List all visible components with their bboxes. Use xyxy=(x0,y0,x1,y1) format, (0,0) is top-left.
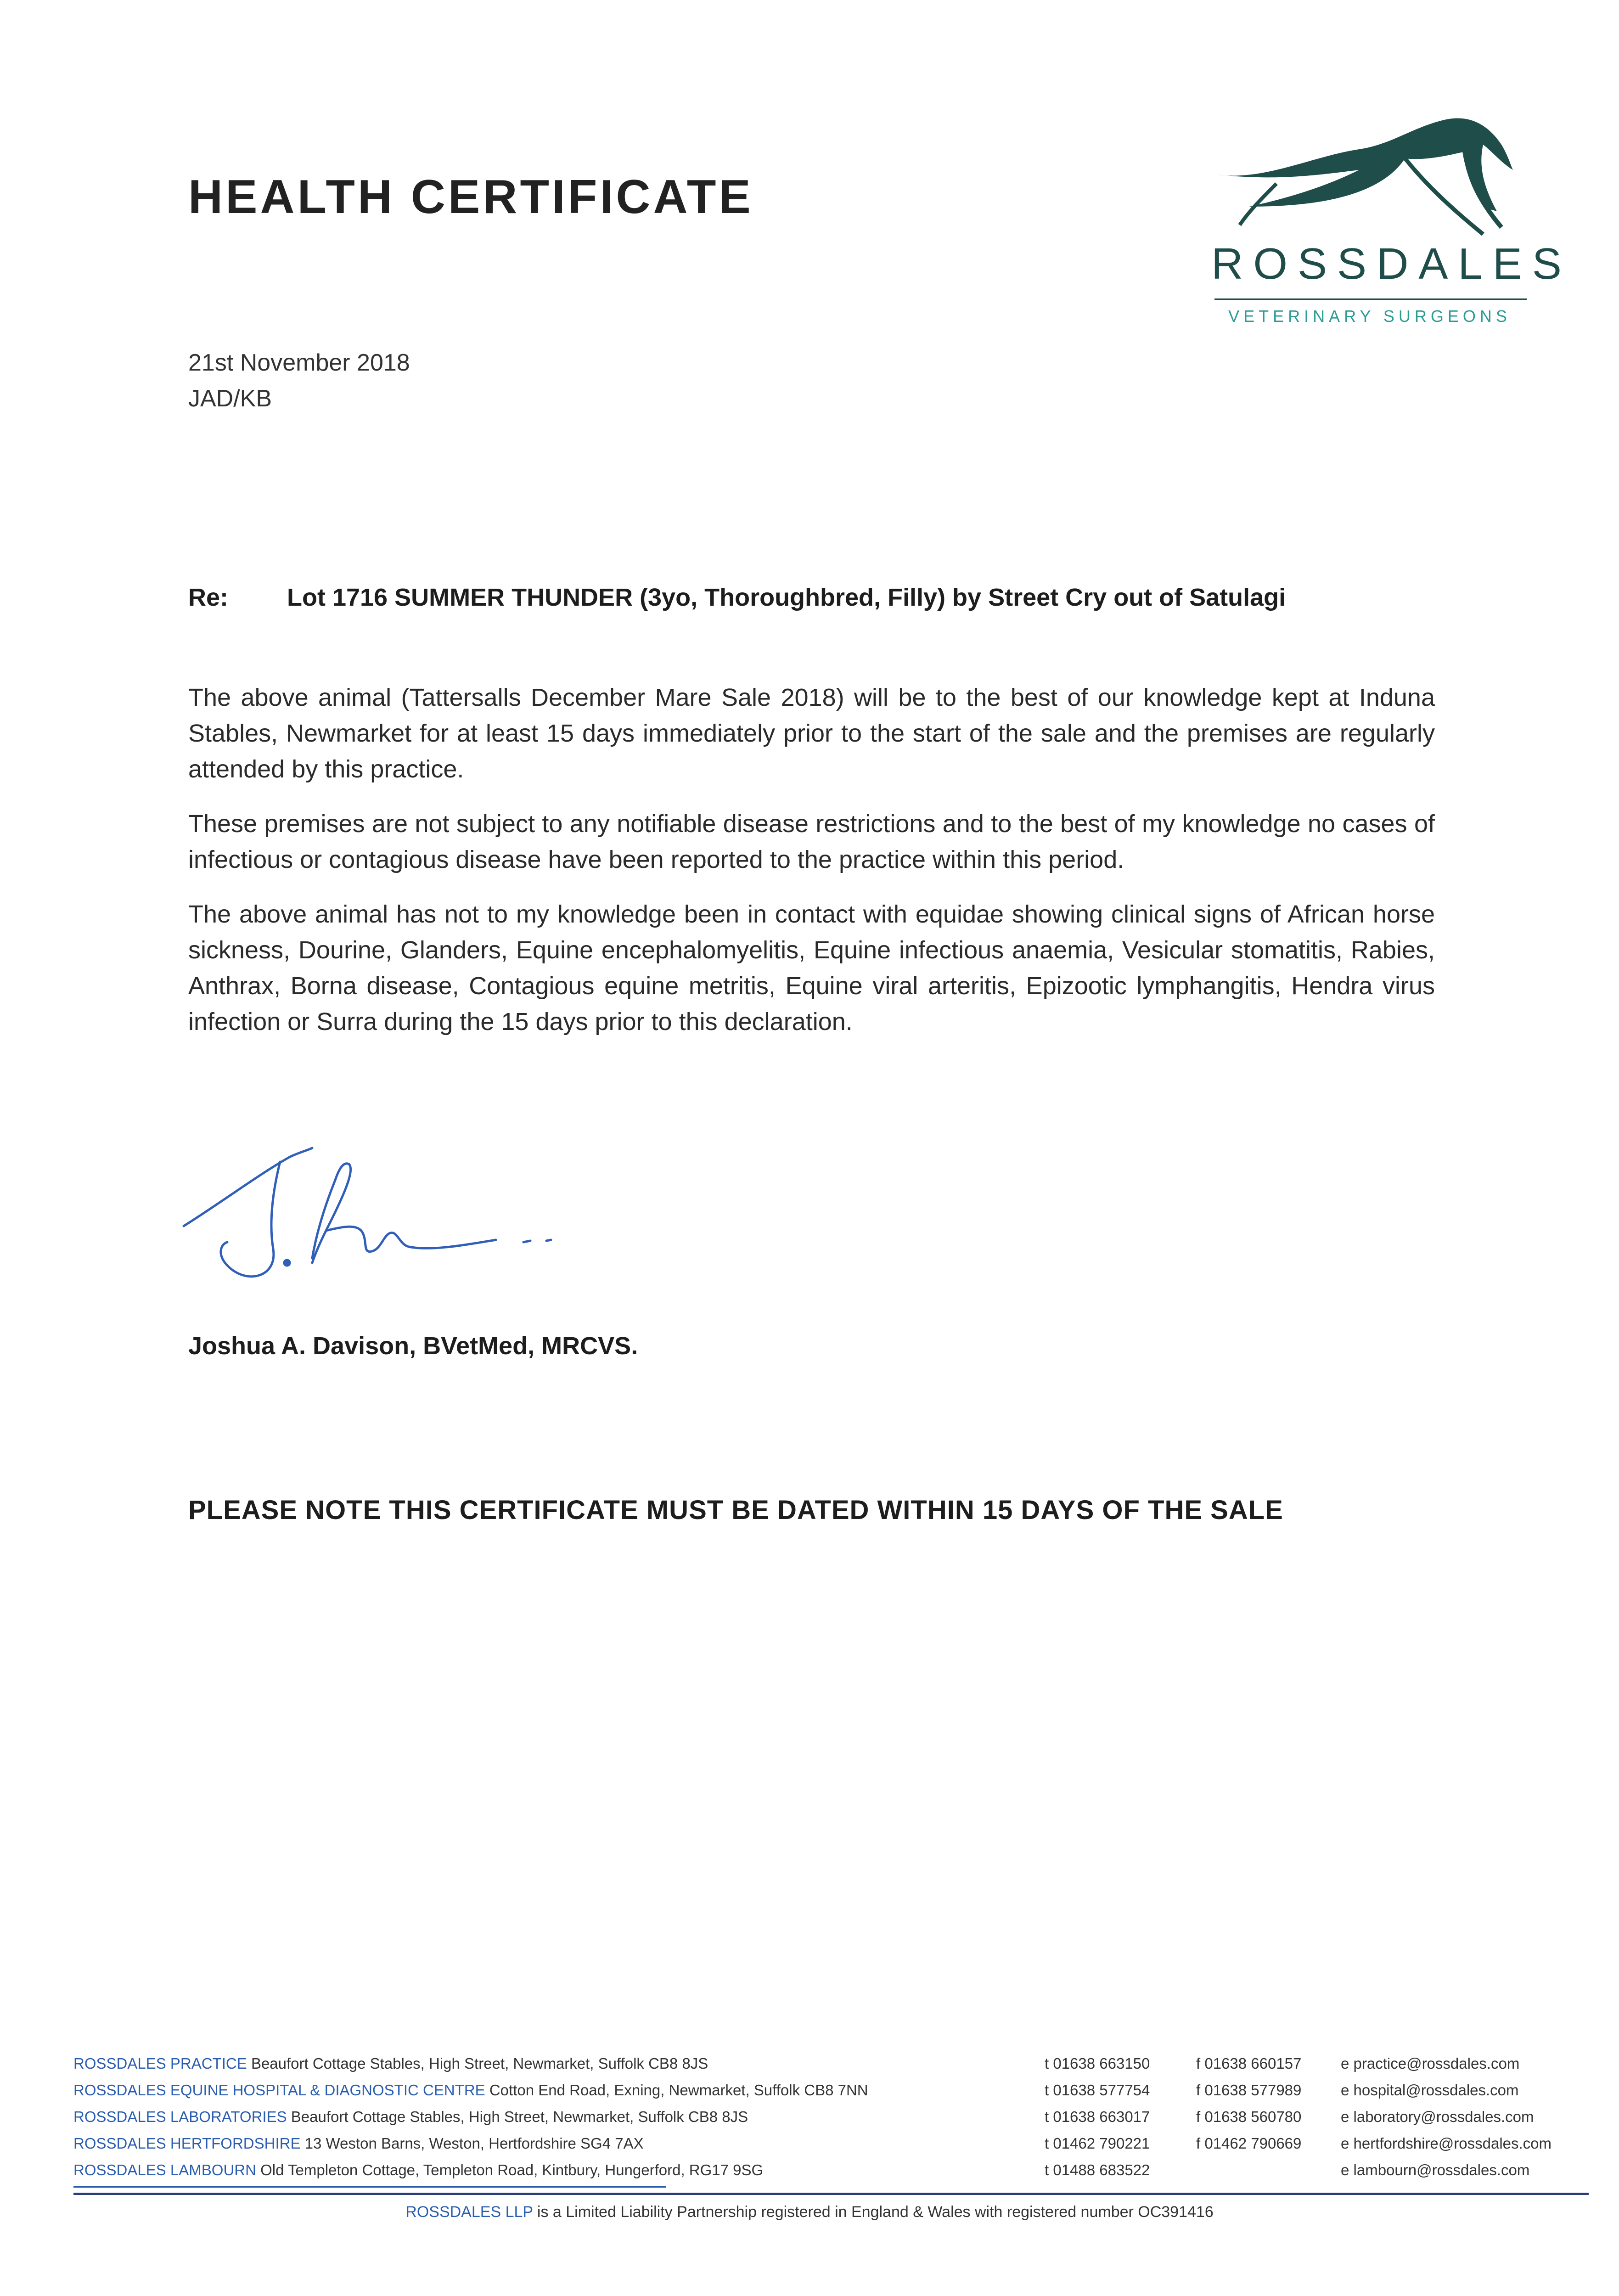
footer-divider xyxy=(73,2193,1589,2195)
footer-email: e hertfordshire@rossdales.com xyxy=(1341,2135,1552,2152)
paragraph-premises: The above animal (Tattersalls December Mare Sale 2018) will be to the best of our knowledge kept at Induna Stables, Newmarket for at least 15 days immediately prior to the start of the sale and the premises are regularly attended by this practice. xyxy=(188,684,1435,783)
footer-practice-name: ROSSDALES LAMBOURN xyxy=(73,2161,256,2178)
footer-telephone: t 01462 790221 xyxy=(1045,2135,1150,2152)
footer-contacts xyxy=(73,2055,1589,2188)
footer-row xyxy=(73,2055,1589,2082)
legal-notice xyxy=(0,2203,1619,2221)
legal-text: is a Limited Liability Partnership registered in England & Wales with registered number OC391416 xyxy=(537,2203,1214,2221)
rossdales-logo xyxy=(1208,101,1572,340)
horse-logo-icon xyxy=(1208,101,1529,239)
footer-row xyxy=(73,2161,1589,2188)
footer-address: Beaufort Cottage Stables, High Street, Newmarket, Suffolk CB8 8JS xyxy=(291,2108,748,2125)
letter-reference: JAD/KB xyxy=(188,385,272,412)
footer-email: e practice@rossdales.com xyxy=(1341,2055,1520,2072)
footer-row xyxy=(73,2135,1589,2161)
brand-divider xyxy=(1214,298,1527,300)
footer-address: Old Templeton Cottage, Templeton Road, Kintbury, Hungerford, RG17 9SG xyxy=(260,2161,764,2178)
certificate-note: PLEASE NOTE THIS CERTIFICATE MUST BE DATED WITHIN 15 DAYS OF THE SALE xyxy=(188,1495,1283,1525)
footer-underline xyxy=(73,2186,666,2188)
paragraph-restrictions: These premises are not subject to any notifiable disease restrictions and to the best of my knowledge no cases of infectious or contagious disease have been reported to the practice within this period. xyxy=(188,810,1435,873)
footer-fax: f 01638 560780 xyxy=(1196,2108,1302,2125)
brand-subtitle: VETERINARY SURGEONS xyxy=(1228,307,1511,326)
legal-company-name: ROSSDALES LLP xyxy=(405,2203,533,2221)
re-label: Re: xyxy=(188,584,229,611)
footer-address: 13 Weston Barns, Weston, Hertfordshire SG4 7AX xyxy=(304,2135,644,2152)
signatory-name: Joshua A. Davison, BVetMed, MRCVS. xyxy=(188,1332,638,1360)
footer-row xyxy=(73,2108,1589,2135)
footer-practice-name: ROSSDALES PRACTICE xyxy=(73,2055,247,2072)
certificate-title: HEALTH CERTIFICATE xyxy=(188,170,753,224)
footer-telephone: t 01488 683522 xyxy=(1045,2161,1150,2178)
footer-practice-name: ROSSDALES HERTFORDSHIRE xyxy=(73,2135,301,2152)
footer-practice-name: ROSSDALES LABORATORIES xyxy=(73,2108,287,2125)
footer-fax: f 01638 577989 xyxy=(1196,2082,1302,2099)
footer-email: e lambourn@rossdales.com xyxy=(1341,2161,1530,2178)
letter-date: 21st November 2018 xyxy=(188,349,410,376)
footer-address: Cotton End Road, Exning, Newmarket, Suffolk CB8 7NN xyxy=(489,2082,868,2099)
footer-address: Beaufort Cottage Stables, High Street, Newmarket, Suffolk CB8 8JS xyxy=(251,2055,708,2072)
footer-practice-name: ROSSDALES EQUINE HOSPITAL & DIAGNOSTIC CENTRE xyxy=(73,2082,485,2099)
footer-row xyxy=(73,2082,1589,2108)
footer-fax: f 01462 790669 xyxy=(1196,2135,1302,2152)
footer-telephone: t 01638 577754 xyxy=(1045,2082,1150,2099)
footer-telephone: t 01638 663017 xyxy=(1045,2108,1150,2125)
footer-email: e laboratory@rossdales.com xyxy=(1341,2108,1534,2125)
lot-subject: Lot 1716 SUMMER THUNDER (3yo, Thoroughbred, Filly) by Street Cry out of Satulagi xyxy=(287,584,1286,611)
brand-name: ROSSDALES xyxy=(1211,239,1572,288)
footer-email: e hospital@rossdales.com xyxy=(1341,2082,1519,2099)
signature-image xyxy=(174,1120,657,1304)
footer-telephone: t 01638 663150 xyxy=(1045,2055,1150,2072)
footer-fax: f 01638 660157 xyxy=(1196,2055,1302,2072)
paragraph-diseases: The above animal has not to my knowledge been in contact with equidae showing clinical signs of African horse sickness, Dourine, Glanders, Equine encephalomyelitis, Equine infectious anaemia, Vesicular stomatitis, Rabies, Anthrax, Borna disease, Contagious equine metritis, Equine viral arteritis, Epizootic lymphangitis, Hendra virus infection or Surra during the 15 days prior to this declaration. xyxy=(188,900,1435,1035)
